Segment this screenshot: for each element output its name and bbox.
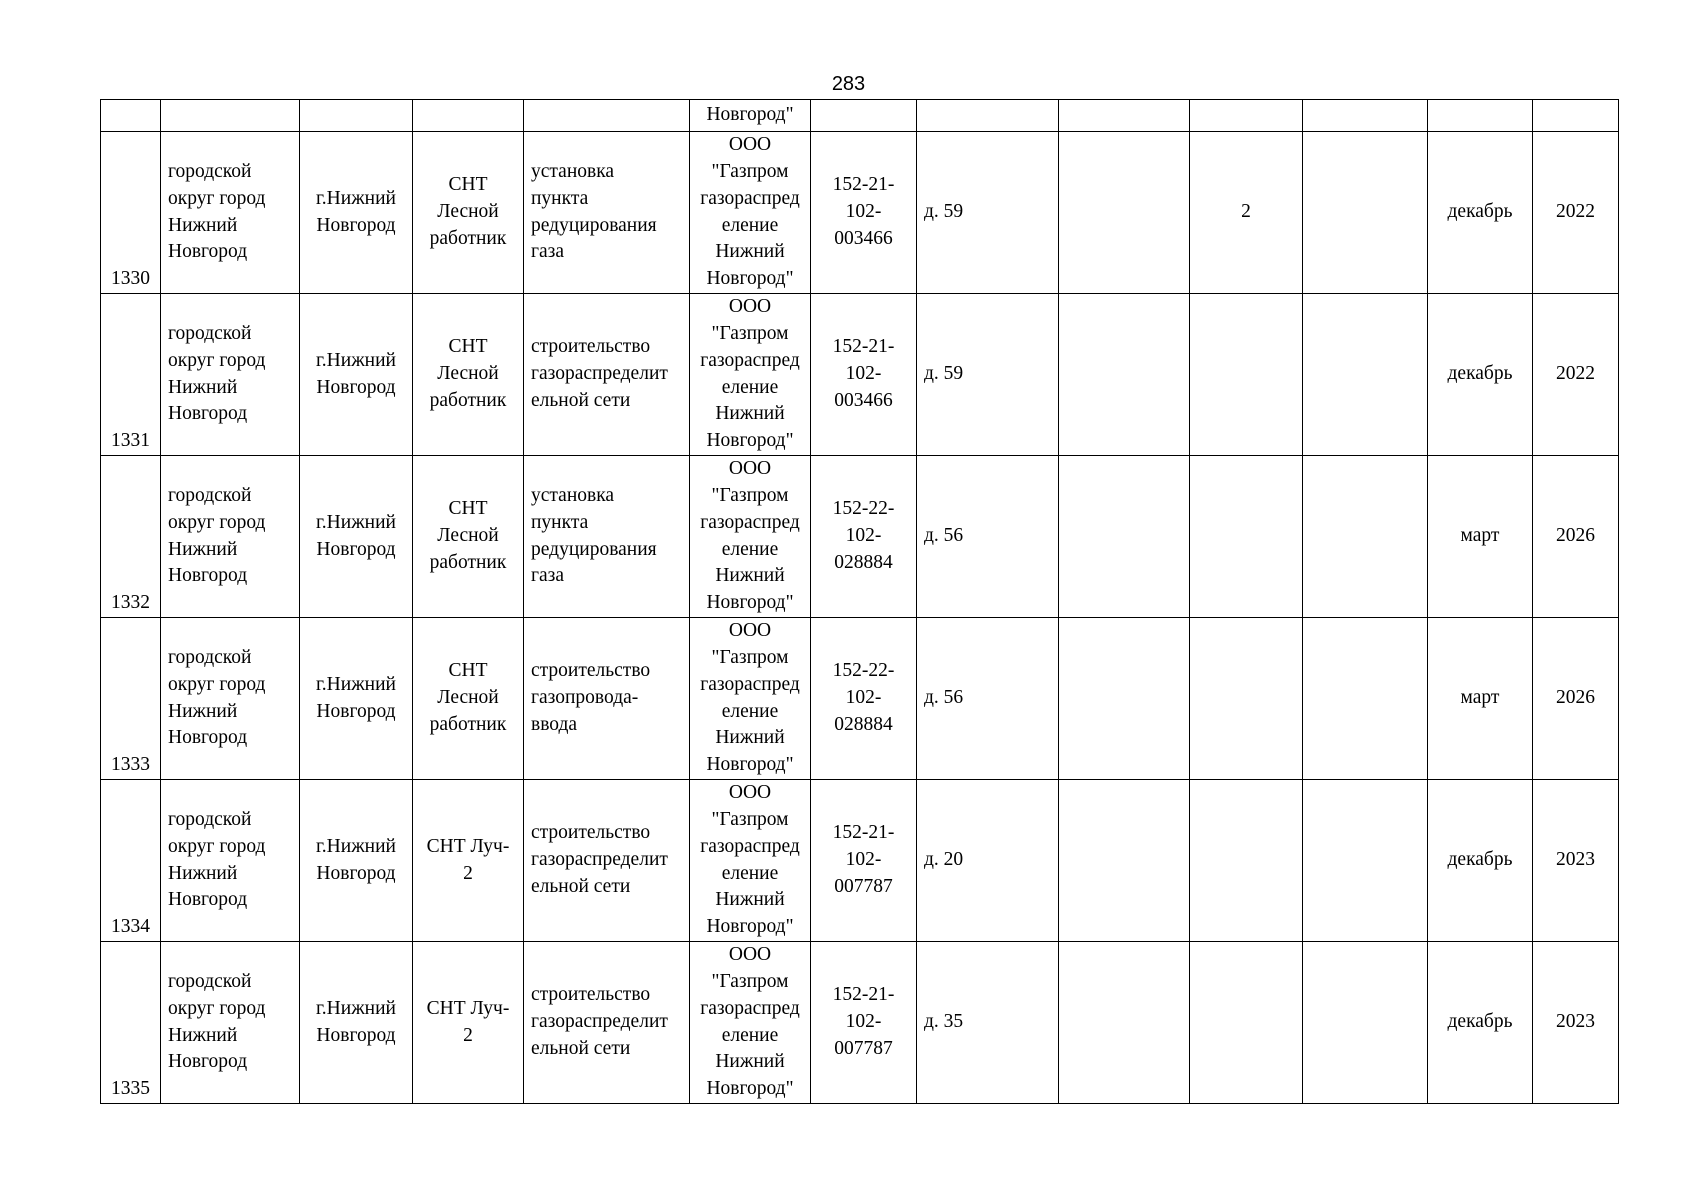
cell-row-number-text: 1334 <box>111 916 150 938</box>
cell-municipality-text: городской округ город Нижний Новгород <box>168 646 266 749</box>
cell-locality <box>300 456 413 618</box>
cell-house-number-text: д. 59 <box>924 201 964 223</box>
cell-house-number-text: д. 35 <box>924 1011 964 1033</box>
cell-locality-text: г.Нижний Новгород <box>316 835 396 884</box>
cell-snt-name-text: СНТ Луч- 2 <box>426 997 510 1046</box>
cell-snt-name <box>413 618 524 780</box>
table-row <box>101 942 1619 1104</box>
cell-month <box>1428 780 1533 942</box>
cell-snt-name <box>413 132 524 294</box>
cell-row-number-text: 1333 <box>111 754 150 776</box>
cell-snt-name-text: СНТ Лесной работник <box>429 660 507 735</box>
cell-house-number-text: д. 56 <box>924 687 964 709</box>
cell-row-number <box>101 780 161 942</box>
cell-row-number <box>101 132 161 294</box>
table-row <box>101 132 1619 294</box>
cell-work-type <box>524 780 690 942</box>
cell-work-type-text: строительство газораспределит ельной сети <box>531 822 668 897</box>
cell-col10 <box>1190 942 1303 1104</box>
cell-permit-code-text: 152-21- 102- 007787 <box>832 822 895 897</box>
cell-house-number-text: д. 59 <box>924 363 964 385</box>
cell-empty <box>1428 100 1533 132</box>
cell-empty <box>1533 100 1619 132</box>
cell-organization <box>690 132 811 294</box>
cell-work-type <box>524 456 690 618</box>
cell-house-number <box>917 294 1059 456</box>
cell-year-text: 2023 <box>1556 849 1595 871</box>
cell-row-number <box>101 294 161 456</box>
cell-row-number-text: 1330 <box>111 268 150 290</box>
cell-work-type <box>524 294 690 456</box>
cell-house-number <box>917 132 1059 294</box>
cell-year <box>1533 294 1619 456</box>
table-row <box>101 780 1619 942</box>
cell-month <box>1428 132 1533 294</box>
cell-organization-text: ООО "Газпром газораспред еление Нижний Новгород" <box>700 296 800 452</box>
cell-locality-text: г.Нижний Новгород <box>316 997 396 1046</box>
cell-snt-name-text: СНТ Лесной работник <box>429 336 507 411</box>
cell-house-number <box>917 780 1059 942</box>
cell-col11 <box>1303 294 1428 456</box>
cell-municipality <box>161 132 300 294</box>
cell-permit-code-text: 152-22- 102- 028884 <box>832 660 895 735</box>
cell-col11 <box>1303 132 1428 294</box>
cell-empty <box>1303 100 1428 132</box>
cell-col10 <box>1190 618 1303 780</box>
cell-col11 <box>1303 456 1428 618</box>
cell-col9 <box>1059 456 1190 618</box>
cell-empty <box>917 100 1059 132</box>
cell-col9 <box>1059 618 1190 780</box>
cell-empty <box>1059 100 1190 132</box>
cell-locality <box>300 132 413 294</box>
cell-month <box>1428 942 1533 1104</box>
cell-municipality <box>161 294 300 456</box>
cell-municipality <box>161 618 300 780</box>
cell-organization <box>690 456 811 618</box>
cell-locality-text: г.Нижний Новгород <box>316 673 396 722</box>
cell-permit-code <box>811 294 917 456</box>
cell-permit-code-text: 152-21- 102- 003466 <box>832 336 895 411</box>
table-row <box>101 294 1619 456</box>
cell-empty <box>1190 100 1303 132</box>
cell-work-type-text: установка пункта редуцирования газа <box>531 484 657 587</box>
cell-month <box>1428 294 1533 456</box>
cell-permit-code-text: 152-21- 102- 007787 <box>832 984 895 1059</box>
cell-house-number-text: д. 20 <box>924 849 964 871</box>
cell-snt-name <box>413 294 524 456</box>
cell-row-number-text: 1331 <box>111 430 150 452</box>
cell-month-text: декабрь <box>1447 1011 1513 1033</box>
cell-permit-code <box>811 618 917 780</box>
cell-month-text: декабрь <box>1447 363 1513 385</box>
cell-organization <box>690 780 811 942</box>
cell-year-text: 2026 <box>1556 687 1595 709</box>
cell-municipality <box>161 942 300 1104</box>
cell-month-text: декабрь <box>1447 849 1513 871</box>
cell-work-type-text: установка пункта редуцирования газа <box>531 160 657 263</box>
cell-year <box>1533 942 1619 1104</box>
cell-municipality-text: городской округ город Нижний Новгород <box>168 160 266 263</box>
cell-col10 <box>1190 294 1303 456</box>
cell-permit-code <box>811 780 917 942</box>
cell-house-number <box>917 618 1059 780</box>
cell-locality-text: г.Нижний Новгород <box>316 349 396 398</box>
cell-permit-code <box>811 132 917 294</box>
cell-col11 <box>1303 780 1428 942</box>
cell-work-type <box>524 618 690 780</box>
cell-locality <box>300 618 413 780</box>
cell-year <box>1533 780 1619 942</box>
cell-empty <box>161 100 300 132</box>
cell-municipality-text: городской округ город Нижний Новгород <box>168 484 266 587</box>
cell-municipality-text: городской округ город Нижний Новгород <box>168 322 266 425</box>
cell-organization-text: ООО "Газпром газораспред еление Нижний Новгород" <box>700 458 800 614</box>
cell-municipality <box>161 456 300 618</box>
cell-snt-name <box>413 456 524 618</box>
cell-municipality <box>161 780 300 942</box>
continuation-row <box>101 100 1619 132</box>
cell-organization-text: ООО "Газпром газораспред еление Нижний Новгород" <box>700 620 800 776</box>
cell-municipality-text: городской округ город Нижний Новгород <box>168 970 266 1073</box>
cell-snt-name-text: СНТ Луч- 2 <box>426 835 510 884</box>
cell-organization-text: ООО "Газпром газораспред еление Нижний Новгород" <box>700 944 800 1100</box>
cell-locality <box>300 294 413 456</box>
cell-work-type-text: строительство газопровода- ввода <box>531 660 651 735</box>
cell-municipality-text: городской округ город Нижний Новгород <box>168 808 266 911</box>
cell-snt-name-text: СНТ Лесной работник <box>429 498 507 573</box>
cell-snt-name <box>413 942 524 1104</box>
cell-house-number <box>917 456 1059 618</box>
cell-locality-text: г.Нижний Новгород <box>316 511 396 560</box>
cell-year-text: 2022 <box>1556 201 1595 223</box>
cell-snt-name <box>413 780 524 942</box>
cell-col11 <box>1303 618 1428 780</box>
cell-permit-code-text: 152-21- 102- 003466 <box>832 174 895 249</box>
cell-house-number-text: д. 56 <box>924 525 964 547</box>
cell-organization <box>690 294 811 456</box>
cell-month <box>1428 456 1533 618</box>
cell-row-number-text: 1332 <box>111 592 150 614</box>
table-row <box>101 618 1619 780</box>
cell-organization-text: ООО "Газпром газораспред еление Нижний Новгород" <box>700 782 800 938</box>
cell-year-text: 2022 <box>1556 363 1595 385</box>
cell-organization <box>690 618 811 780</box>
cell-col10-text: 2 <box>1241 201 1251 223</box>
cell-empty <box>413 100 524 132</box>
cell-empty <box>524 100 690 132</box>
cell-house-number <box>917 942 1059 1104</box>
cell-work-type <box>524 942 690 1104</box>
cell-locality <box>300 780 413 942</box>
cell-empty <box>811 100 917 132</box>
cell-col9 <box>1059 294 1190 456</box>
cell-col11 <box>1303 942 1428 1104</box>
cell-organization-text: ООО "Газпром газораспред еление Нижний Новгород" <box>700 134 800 290</box>
cell-col10 <box>1190 132 1303 294</box>
cell-snt-name-text: СНТ Лесной работник <box>429 174 507 249</box>
cell-col9 <box>1059 942 1190 1104</box>
cell-year-text: 2023 <box>1556 1011 1595 1033</box>
cell-org-continuation: Новгород" <box>690 100 811 132</box>
cell-row-number-text: 1335 <box>111 1078 150 1100</box>
cell-month-text: март <box>1460 687 1500 709</box>
cell-permit-code <box>811 456 917 618</box>
cell-permit-code <box>811 942 917 1104</box>
cell-col9 <box>1059 132 1190 294</box>
cell-month-text: март <box>1460 525 1500 547</box>
cell-month-text: декабрь <box>1447 201 1513 223</box>
cell-work-type-text: строительство газораспределит ельной сети <box>531 984 668 1059</box>
cell-year <box>1533 132 1619 294</box>
cell-locality <box>300 942 413 1104</box>
cell-locality-text: г.Нижний Новгород <box>316 187 396 236</box>
cell-year <box>1533 456 1619 618</box>
page-number: 283 <box>831 73 866 95</box>
cell-month <box>1428 618 1533 780</box>
cell-work-type-text: строительство газораспределит ельной сети <box>531 336 668 411</box>
cell-permit-code-text: 152-22- 102- 028884 <box>832 498 895 573</box>
cell-row-number <box>101 456 161 618</box>
cell-year-text: 2026 <box>1556 525 1595 547</box>
cell-col10 <box>1190 456 1303 618</box>
cell-col10 <box>1190 780 1303 942</box>
cell-col9 <box>1059 780 1190 942</box>
table-row <box>101 456 1619 618</box>
cell-row-number <box>101 942 161 1104</box>
gasification-table <box>100 99 1619 1104</box>
table-body <box>101 100 1619 1104</box>
cell-work-type <box>524 132 690 294</box>
cell-year <box>1533 618 1619 780</box>
cell-empty <box>300 100 413 132</box>
cell-row-number <box>101 618 161 780</box>
cell-empty <box>101 100 161 132</box>
cell-organization <box>690 942 811 1104</box>
